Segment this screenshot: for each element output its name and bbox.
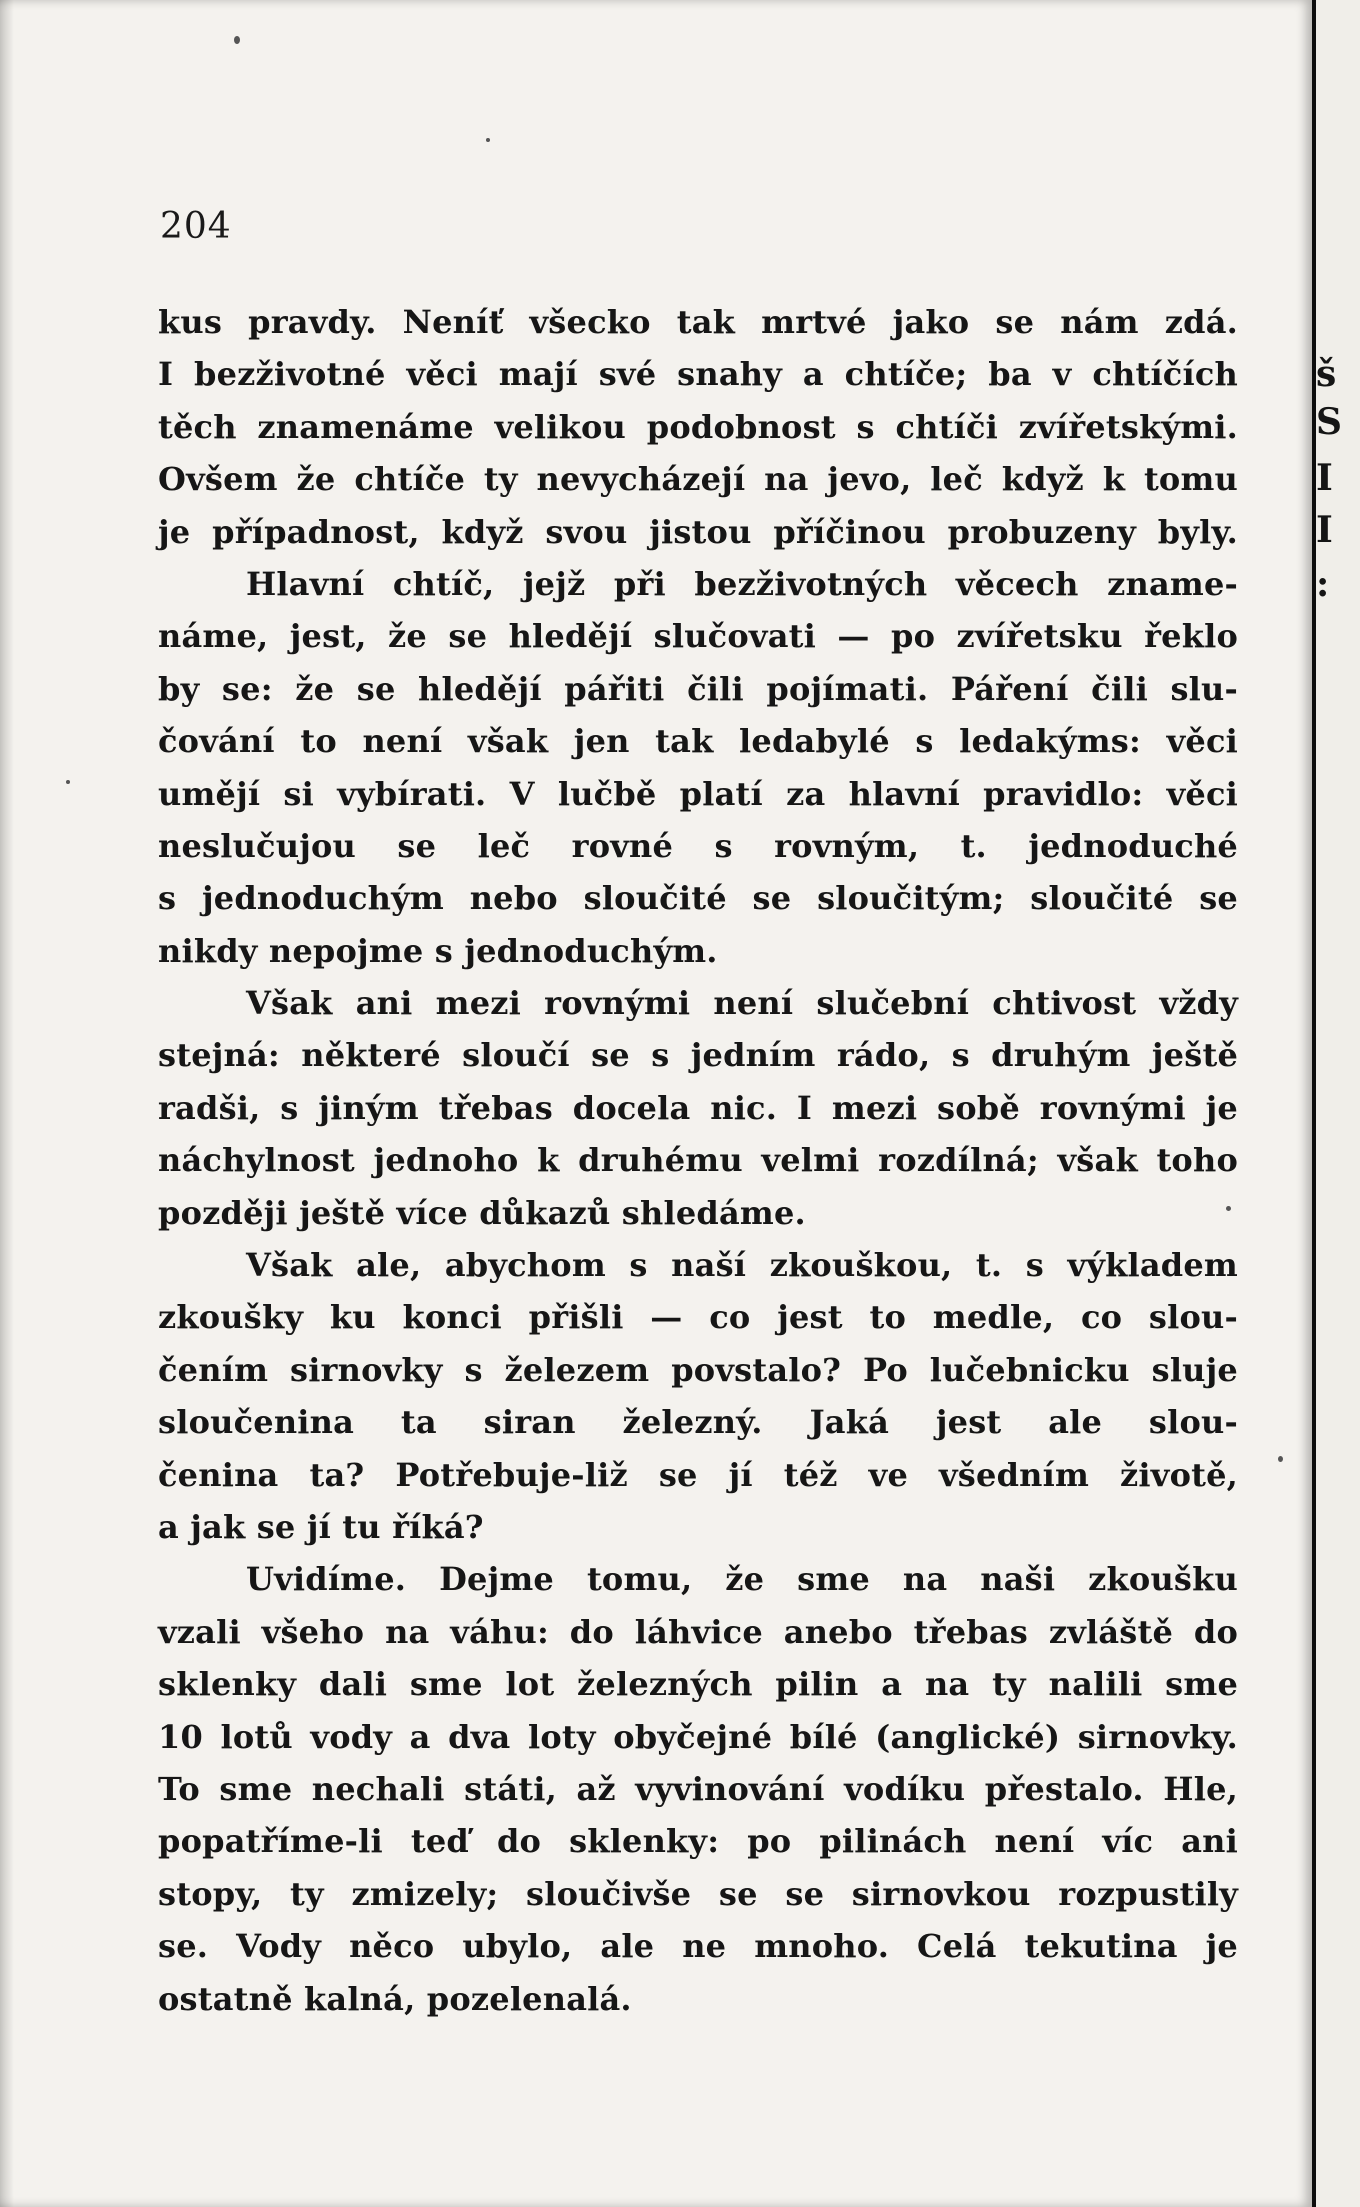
text-line: sklenky dali sme lot železných pilin a na ty nalili sme (158, 1665, 1238, 1704)
text-line: Však ani mezi rovnými není slučební chtivost vždy (246, 984, 1238, 1023)
adjacent-page-glyph: S (1316, 401, 1342, 443)
adjacent-page-glyph: I (1316, 509, 1333, 551)
text-line: popatříme-li teď do sklenky: po pilinách není víc ani (158, 1822, 1238, 1861)
text-line: se. Vody něco ubylo, ale ne mnoho. Celá tekutina je (158, 1927, 1238, 1966)
text-line: sloučenina ta siran železný. Jaká jest ale slou- (158, 1403, 1238, 1442)
text-line: později ještě více důkazů shledáme. (158, 1193, 806, 1232)
text-line: I bezživotné věci mají své snahy a chtíče; ba v chtíčích (158, 355, 1238, 394)
text-line: a jak se jí tu říká? (158, 1507, 484, 1546)
text-line: by se: že se hledějí pářiti čili pojímati. Páření čili slu- (158, 669, 1238, 708)
text-line: Uvidíme. Dejme tomu, že sme na naši zkoušku (246, 1560, 1238, 1599)
text-line: čením sirnovky s železem povstalo? Po lučebnicku sluje (158, 1350, 1238, 1389)
text-line: Však ale, abychom s naší zkouškou, t. s výkladem (246, 1246, 1238, 1285)
text-line: 10 lotů vody a dva loty obyčejné bílé (anglické) sirnovky. (158, 1717, 1238, 1756)
text-line: s jednoduchým nebo sloučité se sloučitým; sloučité se (158, 879, 1238, 918)
text-line: neslučujou se leč rovné s rovným, t. jednoduché (158, 826, 1238, 865)
text-line: ostatně kalná, pozelenalá. (158, 1979, 632, 2018)
text-line: vzali všeho na váhu: do láhvice anebo třebas zvláště do (158, 1612, 1238, 1651)
text-line: Ovšem že chtíče ty nevycházejí na jevo, leč když k tomu (158, 460, 1238, 499)
text-line: Hlavní chtíč, jejž při bezživotných věcech zname- (246, 564, 1238, 603)
text-line: zkoušky ku konci přišli — co jest to medle, co slou- (158, 1298, 1238, 1337)
text-line: stopy, ty zmizely; sloučivše se se sirnovkou rozpustily (158, 1874, 1238, 1913)
scan-speck (234, 36, 240, 44)
adjacent-page-edge (1312, 0, 1360, 2207)
text-line: nikdy nepojme s jednoduchým. (158, 931, 718, 970)
text-line: čenina ta? Potřebuje-liž se jí též ve všedním životě, (158, 1455, 1238, 1494)
adjacent-page-glyph: š (1316, 353, 1337, 395)
text-line: čování to není však jen tak ledabylé s ledakýms: věci (158, 722, 1238, 761)
text-line: umějí si vybírati. V lučbě platí za hlavní pravidlo: věci (158, 774, 1238, 813)
text-line: To sme nechali státi, až vyvinování vodíku přestalo. Hle, (158, 1769, 1238, 1808)
text-line: je případnost, když svou jistou příčinou probuzeny byly. (158, 512, 1238, 551)
scan-speck (486, 138, 490, 142)
scan-speck (1278, 1456, 1283, 1462)
adjacent-page-glyph: : (1316, 563, 1330, 605)
text-line: náchylnost jednoho k druhému velmi rozdílná; však toho (158, 1141, 1238, 1180)
page-number: 204 (160, 206, 232, 247)
page-gutter-shadow (0, 0, 14, 2207)
body-text (158, 296, 1238, 2025)
scan-speck (1226, 1206, 1231, 1211)
text-line: náme, jest, že se hledějí slučovati — po zvířetsku řeklo (158, 617, 1238, 656)
text-line: radši, s jiným třebas docela nic. I mezi sobě rovnými je (158, 1088, 1238, 1127)
adjacent-page-glyph: I (1316, 457, 1333, 499)
text-line: stejná: některé sloučí se s jedním rádo, s druhým ještě (158, 1036, 1238, 1075)
text-line: těch znamenáme velikou podobnost s chtíči zvířetskými. (158, 407, 1238, 446)
scan-speck (66, 780, 70, 784)
text-line: kus pravdy. Neníť všecko tak mrtvé jako se nám zdá. (158, 303, 1238, 341)
